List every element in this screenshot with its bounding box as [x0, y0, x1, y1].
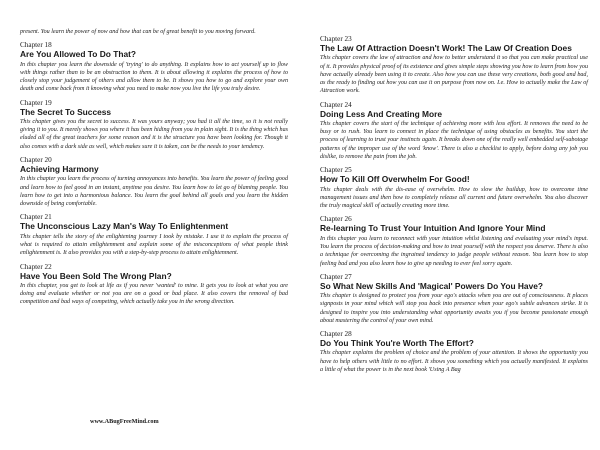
- chapter-number: Chapter 27: [320, 272, 352, 281]
- chapter-description: This chapter deals with the dis-ease of overwhelm. How to slow the buildup, how to overcome time management issues and then how to completely release all current and future overwhelm. You also discover the truly magical skill of actually creating more time.: [320, 186, 588, 210]
- chapter-description: In this chapter, you get to look at life as if you never 'wanted' to mine. It gets you to look at what you are doing and evaluate whether or not you are on a good or bad place. It also covers the removal of bad competition and bad ways of competing, which actually take you in the wrong direction.: [20, 282, 288, 306]
- chapter-entry: [20, 263, 288, 307]
- chapter-title: Do You Think You're Worth The Effort?: [320, 338, 474, 349]
- chapter-entry: [320, 330, 588, 374]
- right-chapter-list: [320, 35, 588, 374]
- chapter-number: Chapter 18: [20, 41, 52, 50]
- chapter-number: Chapter 22: [20, 262, 52, 271]
- footer-url: www.ABugFreeMind.com: [90, 418, 159, 425]
- left-column: [20, 28, 288, 307]
- chapter-number: Chapter 19: [20, 98, 52, 107]
- right-column: [320, 30, 588, 374]
- chapter-entry: [320, 101, 588, 162]
- chapter-description: In this chapter you learn the process of turning annoyances into benefits. You learn the power of feeling good and learn how to feel good in an instant, anytime you desire. You learn how to let go of blaming people. You learn how to get into a harmonious balance. You learn the goal behind all goals and you learn the hidden downside of being comfortable.: [20, 176, 288, 208]
- chapter-description: This chapter covers the law of attraction and how to better understand it so that you can make practical use of it. It provides physical proof of its existence and gives simple steps showing you how to learn from how you have actually already been using it to create. Also how you can use these very creations, both good and bad, as the ready to finding out how you can use it on purpose from now on. I.e. How to actually make the Law of Attraction work.: [320, 55, 588, 95]
- chapter-description: In this chapter you learn the downside of 'trying' to do anything. It explains how to act yourself up to flow with things rather than to be an obstruction to them. It is about allowing it explains the process of how to closely stop your judgement of others and allow them to be. It shows you how to go and explore your own death and come back from it knowing what you need to make now you live the life you truly desire.: [20, 61, 288, 93]
- chapter-title: Re-learning To Trust Your Intuition And Ignore Your Mind: [320, 223, 546, 234]
- chapter-description: In this chapter you learn to reconnect with your intuition whilst listening and evaluating your mind's input. You learn the process of decision-making and how to treat yourself with the respect you deserve. There is also a technique for overcoming the ingrained tendency to judge people without reason. You learn how to stop feeling bad and you also learn how to give up needing to ever feel sorry again.: [320, 235, 588, 267]
- chapter-title: Are You Allowed To Do That?: [20, 49, 137, 60]
- chapter-entry: [320, 273, 588, 325]
- chapter-title: So What New Skills And 'Magical' Powers Do You Have?: [320, 280, 544, 291]
- chapter-number: Chapter 21: [20, 213, 52, 222]
- chapter-title: Doing Less And Creating More: [320, 108, 443, 119]
- chapter-title: How To Kill Off Overwhelm For Good!: [320, 174, 470, 185]
- chapter-description: This chapter gives you the secret to success. It was yours anyway; you had it all the time, so it is not really giving it to you. It merely shows you where it has been hiding from you in plain sight. It is the thing which has eluded all of the great teachers for some reason and it is the structure you have been looking for. Though it also comes with a dark side as well, which makes sure it is taken, can be the needs to your tendency.: [20, 118, 288, 150]
- chapter-entry: [20, 156, 288, 208]
- chapter-description: This chapter explains the problem of choice and the problem of your attention. It shows the opportunity you have to help others with little to no effort. It shows you something which you actually manifested. It explains a little of what the power is in the next book 'Using A Bag: [320, 350, 588, 374]
- chapter-number: Chapter 25: [320, 166, 352, 175]
- chapter-entry: [20, 213, 288, 257]
- chapter-number: Chapter 20: [20, 156, 52, 165]
- chapter-number: Chapter 26: [320, 215, 352, 224]
- left-chapter-list: [20, 41, 288, 306]
- chapter-entry: [20, 41, 288, 93]
- chapter-title: Achieving Harmony: [20, 164, 99, 175]
- intro-text: present. You learn the power of now and how that can be of great benefit to you moving forward.: [20, 29, 256, 35]
- chapter-description: This chapter covers the start of the technique of achieving more with less effort. It removes the need to be busy or to rush. You learn to connect in place the technique of using obstacles as benefits. You start the process of learning to trust your instincts again. It breaks down one of the really well embedded self-sabotage patterns of the improper use of the word 'know'. There is also a checklist to apply, before doing any job you dislike, to remove the pain from the job.: [320, 120, 588, 161]
- chapter-title: The Law Of Attraction Doesn't Work! The Law Of Creation Does: [320, 43, 572, 53]
- chapter-number: Chapter 24: [320, 100, 352, 109]
- chapter-entry: [20, 99, 288, 151]
- chapter-description: This chapter tells the story of the enlightening journey I took by mistake. I use it to explain the process of what is required to attain enlightenment and explain some of the misconceptions of what people think enlightenment is. It also provides you with a step-by-step process to attain enlightenment.: [20, 233, 288, 257]
- chapter-description: This chapter is designed to protect you from your ego's attacks when you are out of consciousness. It places signposts in your mind which will stop you back into presence when your ego's subtle advances strike. It is designed to inspire you into understanding what opportunity awaits you if you become passionate enough about mastering the control of your own mind.: [320, 293, 588, 324]
- chapter-entry: [320, 215, 588, 267]
- chapter-number: Chapter 28: [320, 330, 352, 339]
- chapter-number: Chapter 23: [320, 35, 352, 43]
- chapter-title: The Unconscious Lazy Man's Way To Enlightenment: [20, 221, 229, 232]
- chapter-entry: [320, 35, 588, 96]
- chapter-entry: [320, 166, 588, 210]
- chapter-title: The Secret To Success: [20, 106, 112, 117]
- chapter-title: Have You Been Sold The Wrong Plan?: [20, 270, 172, 281]
